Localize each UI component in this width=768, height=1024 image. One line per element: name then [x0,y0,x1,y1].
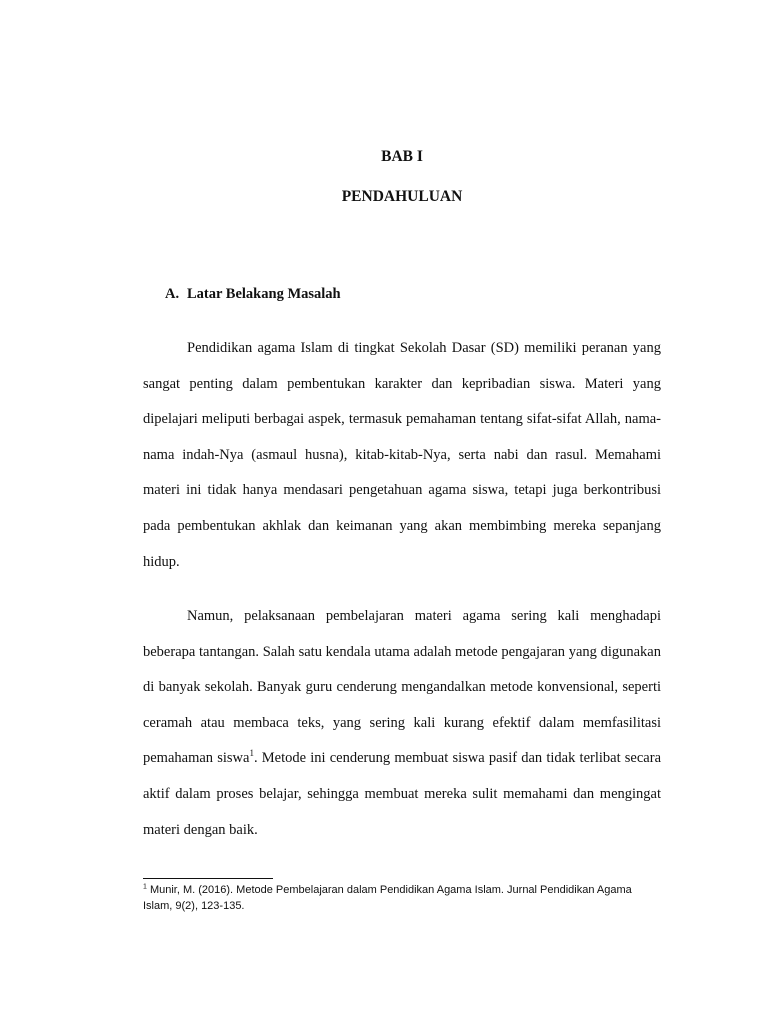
section-letter: A. [165,286,180,302]
paragraph-2-text-before: Namun, pelaksanaan pembelajaran materi agama sering kali menghadapi beberapa tantangan. Salah satu kendala utama adalah metode pengajaran yang digunakan di banyak sekolah. Banyak guru cenderung mengandalkan metode konvensional, seperti ceramah atau membaca teks, yang sering kali kurang efektif dalam memfasilitasi pemahaman siswa [143,608,661,767]
footnote-marker: 1 [143,883,147,891]
paragraph-2-text [143,599,661,848]
footnote [143,882,663,914]
chapter-number: BAB I [381,148,423,165]
paragraph-2 [143,599,661,848]
footnote-divider [143,878,273,879]
footnote-text: Munir, M. (2016). Metode Pembelajaran dalam Pendidikan Agama Islam. Jurnal Pendidikan Agama Islam, 9(2), 123-135. [143,884,632,912]
paragraph-1-text: Pendidikan agama Islam di tingkat Sekolah Dasar (SD) memiliki peranan yang sangat penting dalam pembentukan karakter dan kepribadian siswa. Materi yang dipelajari meliputi berbagai aspek, termasuk pemahaman tentang sifat-sifat Allah, nama-nama indah-Nya (asmaul husna), kitab-kitab-Nya, serta nabi dan rasul. Memahami materi ini tidak hanya mendasari pengetahuan agama siswa, tetapi juga berkontribusi pada pembentukan akhlak dan keimanan yang akan membimbing mereka sepanjang hidup. [143,340,661,570]
section-title: Latar Belakang Masalah [187,286,341,302]
chapter-title: PENDAHULUAN [341,188,463,205]
section-heading [165,286,341,303]
paragraph-1 [143,331,661,580]
footnote-reference: 1 [249,748,254,759]
paragraph-2-text-after: . Metode ini cenderung membuat siswa pasif dan tidak terlibat secara aktif dalam proses belajar, sehingga membuat mereka sulit memahami dan mengingat materi dengan baik. [143,750,661,838]
